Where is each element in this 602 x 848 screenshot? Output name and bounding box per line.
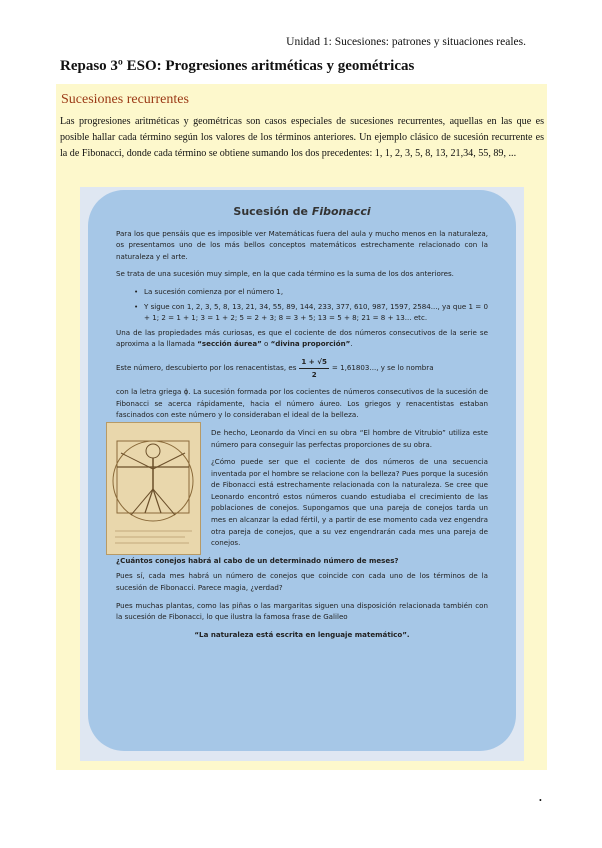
section-title: Sucesiones recurrentes <box>61 92 189 107</box>
fibonacci-card <box>88 190 516 751</box>
unit-header: Unidad 1: Sucesiones: patrones y situaciones reales. <box>286 36 526 48</box>
vitruvian-text-column <box>211 427 488 549</box>
bullet-icon: • <box>134 301 139 311</box>
fraction-denominator: 2 <box>311 369 317 379</box>
card-title-name: Fibonacci <box>311 205 371 218</box>
section-box <box>56 84 547 770</box>
bullet-text-1: La sucesión comienza por el número 1, <box>144 286 284 296</box>
card-title <box>116 206 488 218</box>
bullet-item-1 <box>134 286 488 298</box>
p3-text-e: . <box>350 339 353 349</box>
page-title: Repaso 3º ESO: Progresiones aritméticas y geométricas <box>60 58 415 74</box>
card-paragraph-7: ¿Cómo puede ser que el cociente de dos números de una secuencia inventada por el hombre se relacione con la belleza? Pues porque la sucesión de Fibonacci está estrechamente relacionada con la naturaleza. Se cree que Leonardo encontró estos números cuando estudiaba el crecimiento de las poblaciones de conejos. Supongamos que una pareja de conejos tarda un mes en alcanzar la edad fértil, y a partir de ese momento cada vez engendra otra pareja de conejos, que a su vez engendrarán cada mes una pareja de conejos. <box>211 457 488 548</box>
vitruvian-man-image <box>106 422 201 555</box>
fibonacci-card-frame <box>80 187 524 761</box>
card-title-prefix: Sucesión de <box>233 205 312 218</box>
bullet-icon: • <box>134 286 139 296</box>
golden-ratio-fraction <box>299 356 329 380</box>
card-paragraph-2: Se trata de una sucesión muy simple, en la que cada término es la suma de los dos anteriores. <box>116 269 454 279</box>
vitruvian-man-icon <box>107 423 200 554</box>
rabbits-question: ¿Cuántos conejos habrá al cabo de un determinado número de meses? <box>116 555 399 565</box>
card-paragraph-3 <box>116 327 488 350</box>
card-paragraph-6: De hecho, Leonardo da Vinci en su obra “El hombre de Vitrubio” utiliza este número para conseguir las perfectas proporciones de su obra. <box>211 427 488 449</box>
bullet-text-2: Y sigue con 1, 2, 3, 5, 8, 13, 21, 34, 55, 89, 144, 233, 377, 610, 987, 1597, 2584..., ya que 1 = 0 + 1; 2 = 1 + 1; 3 = 1 + 2; 5 = 2 + 3; 8 = 3 + 5; 13 = 5 + 8; 21 = 8 + 13... etc. <box>144 301 488 323</box>
fraction-numerator: 1 + √5 <box>299 356 329 369</box>
bullet-item-2 <box>134 301 488 324</box>
p3-divina-proporcion: “divina proporción” <box>270 339 351 349</box>
card-paragraph-8: Pues sí, cada mes habrá un número de conejos que coincide con cada uno de los términos de la sucesión de Fibonacci. Parece magia, ¿verdad? <box>116 571 488 593</box>
intro-paragraph: Las progresiones aritméticas y geométricas son casos especiales de sucesiones recurrentes, aquellas en las que es posible hallar cada término según los valores de los términos anteriores. Un ejemplo clásico de sucesión recurrente es la de Fibonacci, donde cada término se obtiene sumando los dos precedentes: 1, 1, 2, 3, 5, 8, 13, 21,34, 55, 89, ... <box>60 116 544 159</box>
p4-text-a: Este número, descubierto por los renacentistas, es <box>116 363 297 373</box>
p3-text-c: o <box>261 339 271 349</box>
card-paragraph-1: Para los que pensáis que es imposible ver Matemáticas fuera del aula y mucho menos en la naturaleza, os presentamos uno de los más bellos conceptos matemáticos estrechamente relacionado con la naturaleza y el arte. <box>116 228 488 261</box>
galileo-quote: “La naturaleza está escrita en lenguaje matemático”. <box>194 629 410 639</box>
golden-ratio-line <box>116 356 488 380</box>
page-marker: • <box>539 796 542 805</box>
p3-text-a: Una de las propiedades más curiosas, es que el cociente de dos números consecutivos de la serie se aproxima a la llamada <box>116 327 488 349</box>
p3-seccion-aurea: “sección áurea” <box>197 339 262 349</box>
p4-text-b: = 1,61803..., y se lo nombra <box>331 363 434 373</box>
card-paragraph-5: con la letra griega ϕ. La sucesión formada por los cocientes de números consecutivos de la sucesión de Fibonacci se acerca rápidamente, hacia el número áureo. Los griegos y renacentistas estaban fascinados con este número y lo consideraban el ideal de la belleza. <box>116 387 488 420</box>
card-paragraph-9: Pues muchas plantas, como las piñas o las margaritas siguen una disposición relacionada también con la sucesión de Fibonacci, lo que ilustra la famosa frase de Galileo <box>116 600 488 622</box>
